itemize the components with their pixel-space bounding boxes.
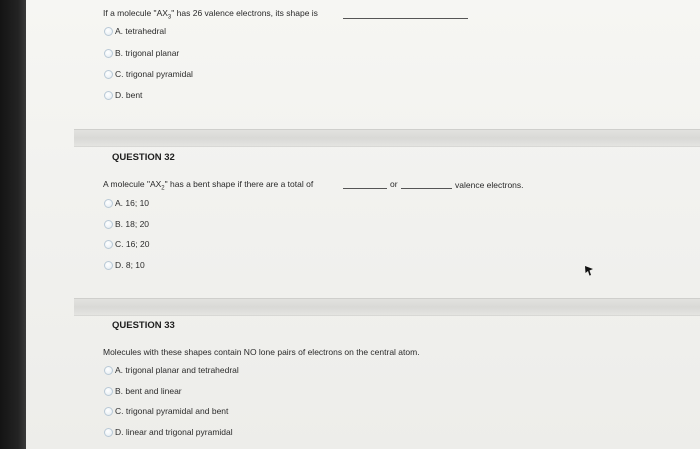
radio-button[interactable] (104, 49, 113, 58)
option-label: D. linear and trigonal pyramidal (115, 427, 233, 437)
q31-option-a[interactable] (104, 25, 166, 37)
screen-bezel (0, 0, 26, 449)
q32-prompt-sub: 2 (161, 185, 165, 192)
q32-prompt (103, 179, 313, 192)
q33-prompt: Molecules with these shapes contain NO lone pairs of electrons on the central atom. (103, 347, 420, 357)
q33-header: QUESTION 33 (112, 320, 175, 331)
q32-option-a[interactable] (104, 197, 149, 209)
q32-answer-blank-2 (401, 188, 452, 189)
option-label: B. 18; 20 (115, 219, 150, 229)
q32-prompt-end: valence electrons. (455, 180, 524, 190)
q32-or-text: or (390, 179, 398, 189)
radio-button[interactable] (104, 199, 113, 208)
q33-option-c[interactable] (104, 405, 228, 417)
q32-header: QUESTION 32 (112, 152, 175, 163)
radio-button[interactable] (104, 91, 113, 100)
option-label: C. 16; 20 (115, 239, 150, 249)
question-divider (74, 129, 700, 147)
q33-option-b[interactable] (104, 385, 182, 397)
option-label: D. 8; 10 (115, 260, 145, 270)
radio-button[interactable] (104, 240, 113, 249)
option-label: A. trigonal planar and tetrahedral (115, 365, 239, 375)
mouse-pointer-icon (584, 265, 594, 277)
q33-option-a[interactable] (104, 364, 239, 376)
question-divider (74, 298, 700, 316)
q32-option-b[interactable] (104, 218, 149, 230)
option-label: C. trigonal pyramidal and bent (115, 406, 229, 416)
option-label: D. bent (115, 90, 143, 100)
option-label: B. bent and linear (115, 386, 182, 396)
option-label: B. trigonal planar (115, 48, 180, 58)
radio-button[interactable] (104, 220, 113, 229)
option-label: A. tetrahedral (115, 26, 167, 36)
q31-prompt-post: " has 26 valence electrons, its shape is (171, 8, 318, 18)
q31-prompt (103, 8, 318, 21)
q31-prompt-sub: 3 (167, 14, 172, 21)
radio-button[interactable] (104, 407, 113, 416)
option-label: A. 16; 10 (115, 198, 150, 208)
q31-option-c[interactable] (104, 68, 193, 80)
q32-prompt-pre: A molecule "AX (103, 179, 162, 189)
q31-option-d[interactable] (104, 89, 142, 101)
q31-option-b[interactable] (104, 47, 179, 59)
radio-button[interactable] (104, 27, 113, 36)
radio-button[interactable] (104, 261, 113, 270)
q32-answer-blank-1 (343, 188, 387, 189)
radio-button[interactable] (104, 70, 113, 79)
option-label: C. trigonal pyramidal (115, 69, 193, 79)
q31-answer-blank (343, 18, 468, 19)
radio-button[interactable] (104, 428, 113, 437)
radio-button[interactable] (104, 387, 113, 396)
q33-option-d[interactable] (104, 426, 233, 438)
q32-prompt-post: " has a bent shape if there are a total of (164, 179, 314, 189)
q32-option-c[interactable] (104, 238, 150, 250)
radio-button[interactable] (104, 366, 113, 375)
q31-prompt-pre: If a molecule "AX (103, 8, 168, 18)
q32-option-d[interactable] (104, 259, 145, 271)
